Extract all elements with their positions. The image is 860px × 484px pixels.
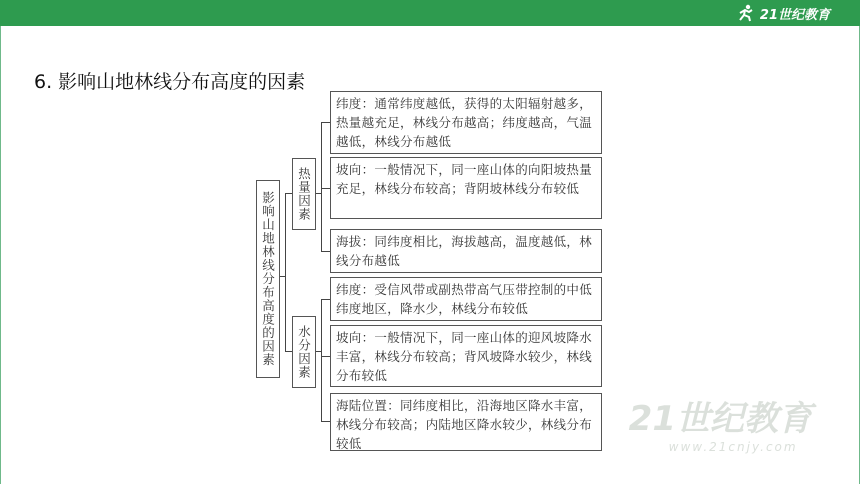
header-bar (0, 0, 860, 26)
group-node-water: 水分因素 (292, 316, 316, 388)
root-node: 影响山地林线分布高度的因素 (256, 180, 280, 378)
left-border (0, 26, 1, 484)
watermark (629, 391, 812, 454)
connector (321, 122, 330, 123)
leaf-heat-aspect: 坡向：一般情况下，同一座山体的向阳坡热量充足，林线分布较高；背阴坡林线分布较低 (330, 157, 602, 219)
connector (285, 193, 292, 194)
leaf-water-latitude: 纬度：受信风带或副热带高气压带控制的中低纬度地区，降水少，林线分布较低 (330, 277, 602, 321)
leaf-water-land-sea: 海陆位置：同纬度相比，沿海地区降水丰富，林线分布较高；内陆地区降水较少，林线分布较低 (330, 393, 602, 451)
connector (321, 299, 330, 300)
leaf-heat-altitude: 海拔：同纬度相比，海拔越高，温度越低，林线分布越低 (330, 229, 602, 273)
leaf-heat-latitude: 纬度：通常纬度越低，获得的太阳辐射越多，热量越充足，林线分布越高；纬度越高，气温越低，林线分布越低 (330, 91, 602, 154)
connector (321, 299, 322, 422)
brand-logo (736, 3, 830, 23)
connector (321, 251, 330, 252)
connector (285, 193, 286, 352)
connector (285, 351, 292, 352)
connector (321, 421, 330, 422)
watermark-url: www.21cnjy.com (668, 440, 798, 454)
group-node-heat: 热量因素 (292, 158, 316, 230)
connector (321, 188, 330, 189)
brand-text: 21世纪教育 (759, 7, 830, 23)
leaf-water-aspect: 坡向：一般情况下，同一座山体的迎风坡降水丰富，林线分布较高；背风坡降水较少，林线分布较低 (330, 325, 602, 387)
connector (321, 356, 330, 357)
watermark-logo-text: 21世纪教育 (628, 399, 812, 439)
connector (321, 122, 322, 252)
slide-title: 6. 影响山地林线分布高度的因素 (34, 71, 306, 93)
runner-icon (736, 4, 756, 22)
